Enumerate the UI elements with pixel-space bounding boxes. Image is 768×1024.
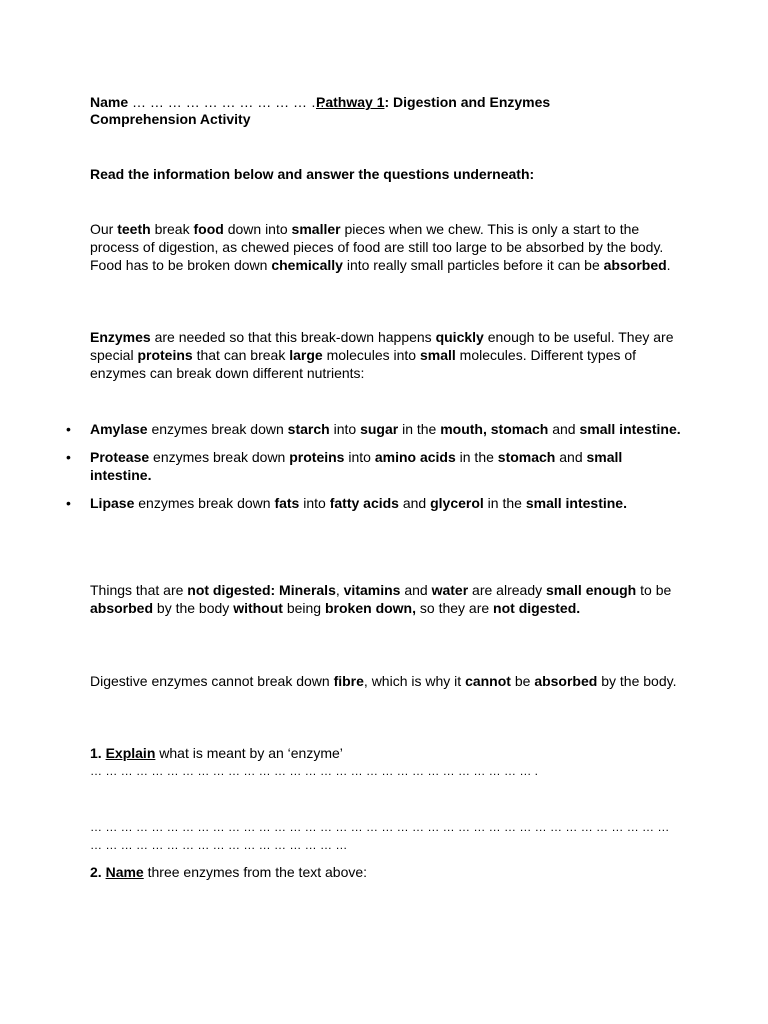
p2-text: are needed so that this break-down happens bbox=[150, 329, 436, 345]
bullet-icon: • bbox=[66, 421, 71, 437]
p1-text: down into bbox=[223, 221, 292, 237]
item-bold: small intestine. bbox=[525, 495, 627, 511]
item-text: in the bbox=[483, 495, 526, 511]
p2-text: enough to be useful. They are special bbox=[90, 329, 674, 363]
item-bold: stomach bbox=[497, 449, 556, 465]
activity-title bbox=[90, 110, 251, 128]
p3-bold: absorbed bbox=[90, 600, 154, 616]
item-text: and bbox=[555, 449, 587, 465]
instruction-text: Read the information below and answer the questions underneath: bbox=[90, 166, 535, 182]
p1-bold: chemically bbox=[271, 257, 343, 273]
pathway-label: Pathway 1 bbox=[316, 94, 385, 110]
item-bold: amino acids bbox=[374, 449, 456, 465]
paragraph-fibre bbox=[90, 672, 690, 690]
paragraph-not-digested bbox=[90, 581, 690, 617]
p3-text: Things that are bbox=[90, 582, 188, 598]
list-item-text bbox=[90, 420, 686, 438]
p3-bold: small enough bbox=[546, 582, 637, 598]
question-text: three enzymes from the text above: bbox=[143, 864, 368, 880]
enzyme-list bbox=[66, 420, 686, 522]
list-item-text bbox=[90, 494, 686, 512]
question-verb: Name bbox=[105, 864, 144, 880]
p2-text: molecules into bbox=[322, 347, 420, 363]
item-text: enzymes break down bbox=[149, 449, 290, 465]
question-2 bbox=[90, 863, 690, 881]
p3-text: being bbox=[282, 600, 325, 616]
p4-text: , which is why it bbox=[363, 673, 466, 689]
p4-bold: cannot bbox=[465, 673, 511, 689]
p4-text: by the body. bbox=[597, 673, 677, 689]
p3-bold: not digested. bbox=[493, 600, 581, 616]
p1-text: Our bbox=[90, 221, 118, 237]
instruction bbox=[90, 165, 690, 183]
p1-bold: smaller bbox=[291, 221, 341, 237]
question-1 bbox=[90, 744, 690, 762]
p2-bold: small bbox=[419, 347, 456, 363]
enzyme-name: Amylase bbox=[90, 421, 148, 437]
p4-bold: absorbed bbox=[534, 673, 598, 689]
p1-bold: food bbox=[193, 221, 224, 237]
p3-bold: vitamins bbox=[343, 582, 401, 598]
paragraph-teeth bbox=[90, 220, 690, 274]
p2-bold: proteins bbox=[137, 347, 193, 363]
name-dots: … … … … … … … … … … … . bbox=[128, 94, 333, 110]
answer-dots: … … … … … … … … … … … … … … … … … … … … … … … … … … … … … . bbox=[90, 764, 539, 778]
p2-bold: large bbox=[289, 347, 323, 363]
item-text: into bbox=[344, 449, 375, 465]
question-number: 1. bbox=[90, 745, 106, 761]
answer-line-1[interactable] bbox=[90, 762, 690, 780]
p3-text: so they are bbox=[416, 600, 494, 616]
bullet-icon: • bbox=[66, 495, 71, 511]
p3-text: by the body bbox=[153, 600, 234, 616]
item-bold: small intestine. bbox=[90, 449, 623, 483]
p3-bold: broken down, bbox=[325, 600, 416, 616]
item-bold: small intestine. bbox=[579, 421, 681, 437]
p2-text: that can break bbox=[192, 347, 290, 363]
item-text: enzymes break down bbox=[134, 495, 275, 511]
item-bold: starch bbox=[287, 421, 330, 437]
list-item-lipase bbox=[66, 494, 686, 512]
p1-text: pieces when we chew. This is only a start to the process of digestion, as chewed pieces of food are still too large to be absorbed by the body. Food has to be broken down bbox=[90, 221, 664, 273]
item-text: in the bbox=[455, 449, 498, 465]
p3-bold: not digested: Minerals bbox=[187, 582, 336, 598]
item-bold: mouth, stomach bbox=[440, 421, 549, 437]
p4-bold: fibre bbox=[333, 673, 364, 689]
p3-text: are already bbox=[468, 582, 546, 598]
p1-text: break bbox=[150, 221, 194, 237]
p3-text: to be bbox=[636, 582, 672, 598]
p2-bold: Enzymes bbox=[90, 329, 151, 345]
p1-text: into really small particles before it can be bbox=[342, 257, 604, 273]
item-text: into bbox=[299, 495, 330, 511]
item-text: and bbox=[548, 421, 580, 437]
p1-text: . bbox=[666, 257, 671, 273]
name-field bbox=[90, 93, 333, 111]
p4-text: Digestive enzymes cannot break down bbox=[90, 673, 334, 689]
item-bold: fatty acids bbox=[329, 495, 399, 511]
p3-text: , bbox=[335, 582, 344, 598]
pathway-topic: : Digestion and Enzymes bbox=[384, 94, 551, 110]
p3-bold: water bbox=[431, 582, 469, 598]
enzyme-name: Protease bbox=[90, 449, 150, 465]
question-verb: Explain bbox=[105, 745, 156, 761]
item-text: in the bbox=[398, 421, 441, 437]
item-bold: proteins bbox=[289, 449, 345, 465]
list-item-protease bbox=[66, 448, 686, 484]
activity-label: Comprehension Activity bbox=[90, 111, 251, 127]
p3-text: and bbox=[400, 582, 432, 598]
p2-bold: quickly bbox=[435, 329, 484, 345]
question-text: what is meant by an ‘enzyme’ bbox=[155, 745, 343, 761]
bullet-icon: • bbox=[66, 449, 71, 465]
p1-bold: teeth bbox=[117, 221, 151, 237]
p3-bold: without bbox=[233, 600, 283, 616]
paragraph-enzymes bbox=[90, 328, 690, 382]
name-label: Name bbox=[90, 94, 129, 110]
p2-text: molecules. Different types of enzymes can break down different nutrients: bbox=[90, 347, 637, 381]
question-number: 2. bbox=[90, 864, 106, 880]
item-bold: glycerol bbox=[430, 495, 484, 511]
item-text: and bbox=[398, 495, 431, 511]
answer-line-2[interactable] bbox=[90, 818, 680, 854]
list-item-amylase bbox=[66, 420, 686, 438]
enzyme-name: Lipase bbox=[90, 495, 135, 511]
answer-dots: … … … … … … … … … … … … … … … … … … … … … … … … … … … … … … … … … … … … … … … … … … … … … … … … … … … … … … … bbox=[90, 820, 670, 852]
item-bold: fats bbox=[274, 495, 300, 511]
p1-bold: absorbed bbox=[603, 257, 667, 273]
list-item-text bbox=[90, 448, 686, 484]
item-text: enzymes break down bbox=[147, 421, 288, 437]
p4-text: be bbox=[510, 673, 535, 689]
item-text: into bbox=[329, 421, 361, 437]
pathway-title bbox=[316, 93, 550, 111]
item-bold: sugar bbox=[360, 421, 399, 437]
